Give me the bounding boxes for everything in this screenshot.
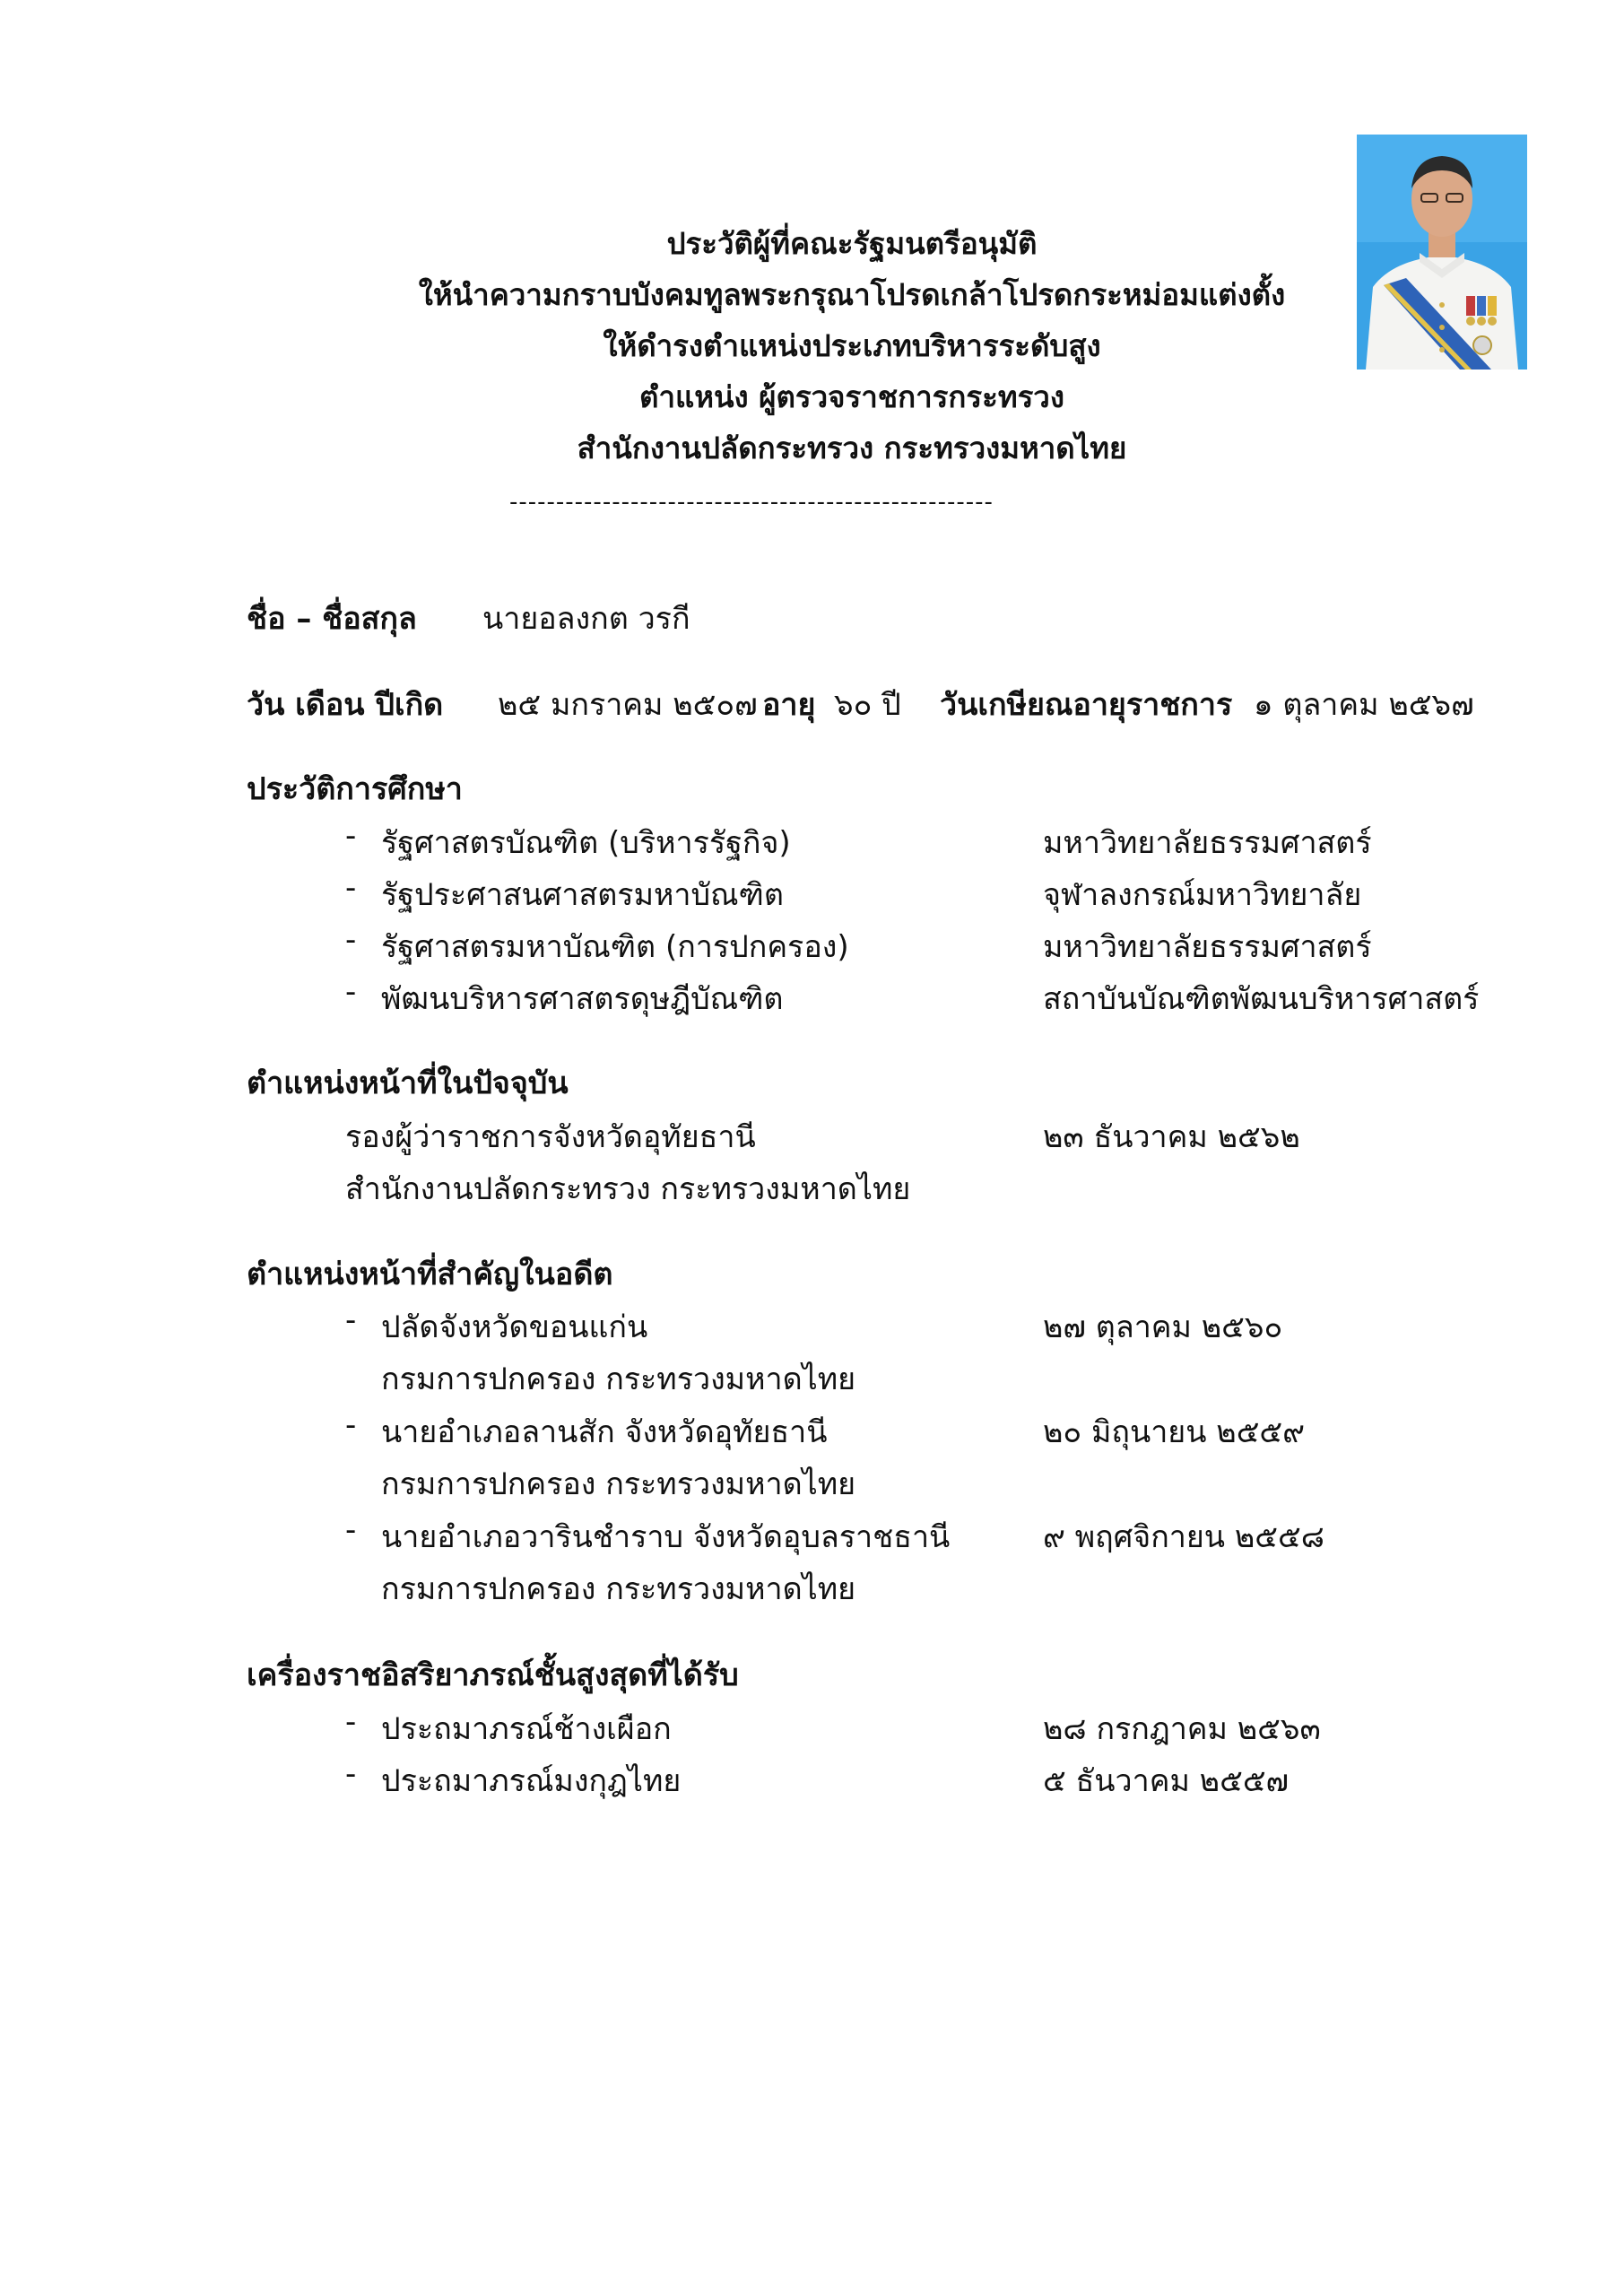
age-value: ๖๐ ปี xyxy=(834,687,901,723)
bullet: - xyxy=(345,818,357,854)
header-line-5: สำนักงานปลัดกระทรวง กระทรวงมหาดไทย xyxy=(577,430,1127,465)
institution: มหาวิทยาลัยธรรมศาสตร์ xyxy=(1043,929,1372,965)
bullet: - xyxy=(345,870,357,906)
current-position-title: รองผู้ว่าราชการจังหวัดอุทัยธานี xyxy=(345,1119,756,1155)
retire-value: ๑ ตุลาคม ๒๕๖๗ xyxy=(1254,687,1474,723)
decoration-name: ประถมาภรณ์มงกุฎไทย xyxy=(381,1763,682,1799)
degree: รัฐประศาสนศาสตรมหาบัณฑิต xyxy=(381,877,784,913)
position-date: ๒๐ มิถุนายน ๒๕๕๙ xyxy=(1043,1414,1306,1450)
bullet: - xyxy=(345,1407,357,1443)
birth-label: วัน เดือน ปีเกิด xyxy=(247,687,444,723)
position-title: นายอำเภอลานสัก จังหวัดอุทัยธานี xyxy=(381,1414,828,1450)
current-position-org: สำนักงานปลัดกระทรวง กระทรวงมหาดไทย xyxy=(345,1171,911,1207)
position-org: กรมการปกครอง กระทรวงมหาดไทย xyxy=(381,1571,856,1607)
institution: สถาบันบัณฑิตพัฒนบริหารศาสตร์ xyxy=(1043,981,1480,1017)
current-position-heading: ตำแหน่งหน้าที่ในปัจจุบัน xyxy=(247,1065,569,1101)
institution: จุฬาลงกรณ์มหาวิทยาลัย xyxy=(1043,877,1362,913)
age-label: อายุ xyxy=(762,687,816,723)
past-positions-heading: ตำแหน่งหน้าที่สำคัญในอดีต xyxy=(247,1257,613,1292)
name-label: ชื่อ – ชื่อสกุล xyxy=(247,601,417,637)
bullet: - xyxy=(345,1704,357,1740)
name-value: นายอลงกต วรกี xyxy=(482,601,690,637)
degree: พัฒนบริหารศาสตรดุษฎีบัณฑิต xyxy=(381,981,784,1017)
education-heading: ประวัติการศึกษา xyxy=(247,771,463,807)
retire-label: วันเกษียณอายุราชการ xyxy=(940,687,1233,723)
decoration-name: ประถมาภรณ์ช้างเผือก xyxy=(381,1711,672,1747)
degree: รัฐศาสตรบัณฑิต (บริหารรัฐกิจ) xyxy=(381,825,791,861)
degree: รัฐศาสตรมหาบัณฑิต (การปกครอง) xyxy=(381,929,849,965)
birth-value: ๒๕ มกราคม ๒๕๐๗ xyxy=(498,687,758,723)
position-org: กรมการปกครอง กระทรวงมหาดไทย xyxy=(381,1466,856,1502)
header-line-1: ประวัติผู้ที่คณะรัฐมนตรีอนุมัติ xyxy=(666,226,1038,261)
position-date: ๒๗ ตุลาคม ๒๕๖๐ xyxy=(1043,1309,1283,1345)
decoration-date: ๕ ธันวาคม ๒๕๕๗ xyxy=(1043,1763,1290,1799)
position-org: กรมการปกครอง กระทรวงมหาดไทย xyxy=(381,1361,856,1397)
position-date: ๙ พฤศจิกายน ๒๕๕๘ xyxy=(1043,1519,1324,1555)
header-line-2: ให้นำความกราบบังคมทูลพระกรุณาโปรดเกล้าโปรดกระหม่อมแต่งตั้ง xyxy=(418,277,1286,312)
bullet: - xyxy=(345,1302,357,1338)
decorations-heading: เครื่องราชอิสริยาภรณ์ชั้นสูงสุดที่ได้รับ xyxy=(247,1657,739,1693)
bullet: - xyxy=(345,974,357,1010)
bullet: - xyxy=(345,1512,357,1548)
header-line-3: ให้ดำรงตำแหน่งประเภทบริหารระดับสูง xyxy=(603,328,1101,363)
institution: มหาวิทยาลัยธรรมศาสตร์ xyxy=(1043,825,1372,861)
position-title: ปลัดจังหวัดขอนแก่น xyxy=(381,1309,648,1345)
header-divider: ---------------------------------------------------- xyxy=(509,489,994,516)
header-line-4: ตำแหน่ง ผู้ตรวจราชการกระทรวง xyxy=(639,379,1064,414)
current-position-date: ๒๓ ธันวาคม ๒๕๖๒ xyxy=(1043,1119,1300,1155)
bullet: - xyxy=(345,922,357,958)
position-title: นายอำเภอวารินชำราบ จังหวัดอุบลราชธานี xyxy=(381,1519,951,1555)
bullet: - xyxy=(345,1756,357,1792)
decoration-date: ๒๘ กรกฎาคม ๒๕๖๓ xyxy=(1043,1711,1321,1747)
